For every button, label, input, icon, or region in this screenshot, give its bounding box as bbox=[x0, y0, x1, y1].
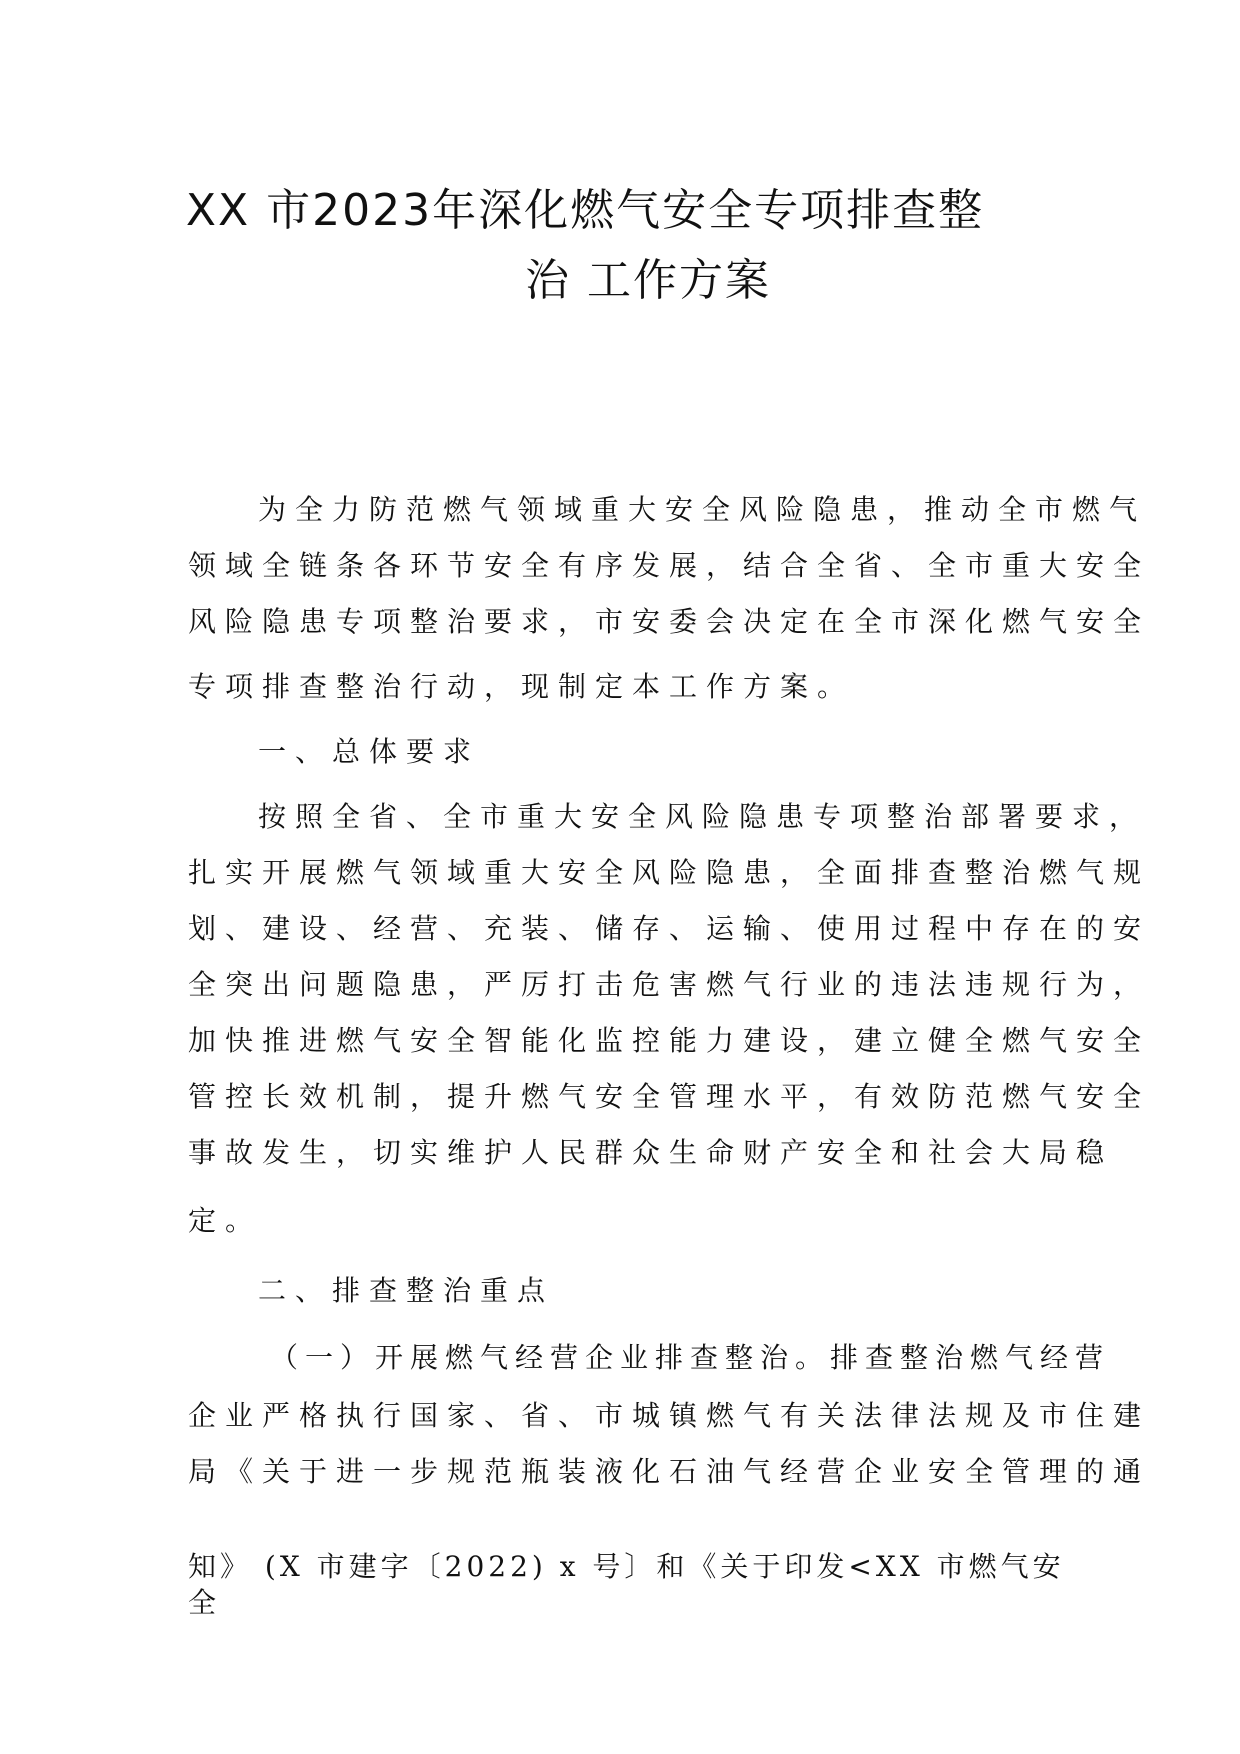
paragraph-line: 局《关于进一步规范瓶装液化石油气经营企业安全管理的通 bbox=[188, 1455, 1151, 1488]
document-title-line-1: XX 市2023年深化燃气安全专项排查整 bbox=[185, 185, 985, 236]
document-title-line-2: 治 工作方案 bbox=[525, 255, 771, 306]
section-heading-1: 一、总体要求 bbox=[258, 735, 481, 768]
paragraph-line: 加快推进燃气安全智能化监控能力建设，建立健全燃气安全 bbox=[188, 1024, 1151, 1057]
paragraph-line: 专项排查整治行动，现制定本工作方案。 bbox=[188, 670, 855, 703]
paragraph-line: 划、建设、经营、充装、储存、运输、使用过程中存在的安 bbox=[188, 912, 1151, 945]
paragraph-line: 扎实开展燃气领域重大安全风险隐患，全面排查整治燃气规 bbox=[188, 856, 1151, 889]
paragraph-line: 风险隐患专项整治要求，市安委会决定在全市深化燃气安全 bbox=[188, 605, 1151, 638]
section-heading-2: 二、排查整治重点 bbox=[258, 1274, 555, 1307]
paragraph-line: 全突出问题隐患，严厉打击危害燃气行业的违法违规行为， bbox=[188, 968, 1151, 1001]
paragraph-line: 事故发生，切实维护人民群众生命财产安全和社会大局稳 bbox=[188, 1136, 1114, 1169]
paragraph-line: 知》 (X 市建字〔2022) x 号〕和《关于印发<XX 市燃气安 bbox=[188, 1550, 1065, 1583]
paragraph-line: 为全力防范燃气领域重大安全风险隐患，推动全市燃气 bbox=[258, 493, 1147, 526]
paragraph-line: 领域全链条各环节安全有序发展，结合全省、全市重大安全 bbox=[188, 549, 1151, 582]
paragraph-line: 企业严格执行国家、省、市城镇燃气有关法律法规及市住建 bbox=[188, 1399, 1151, 1432]
paragraph-line: 管控长效机制，提升燃气安全管理水平，有效防范燃气安全 bbox=[188, 1080, 1151, 1113]
paragraph-line: 定。 bbox=[188, 1204, 263, 1237]
paragraph-line: 按照全省、全市重大安全风险隐患专项整治部署要求， bbox=[258, 800, 1147, 833]
paragraph-line: 全 bbox=[188, 1586, 226, 1619]
paragraph-line: （一）开展燃气经营企业排查整治。排查整治燃气经营 bbox=[270, 1341, 1111, 1374]
